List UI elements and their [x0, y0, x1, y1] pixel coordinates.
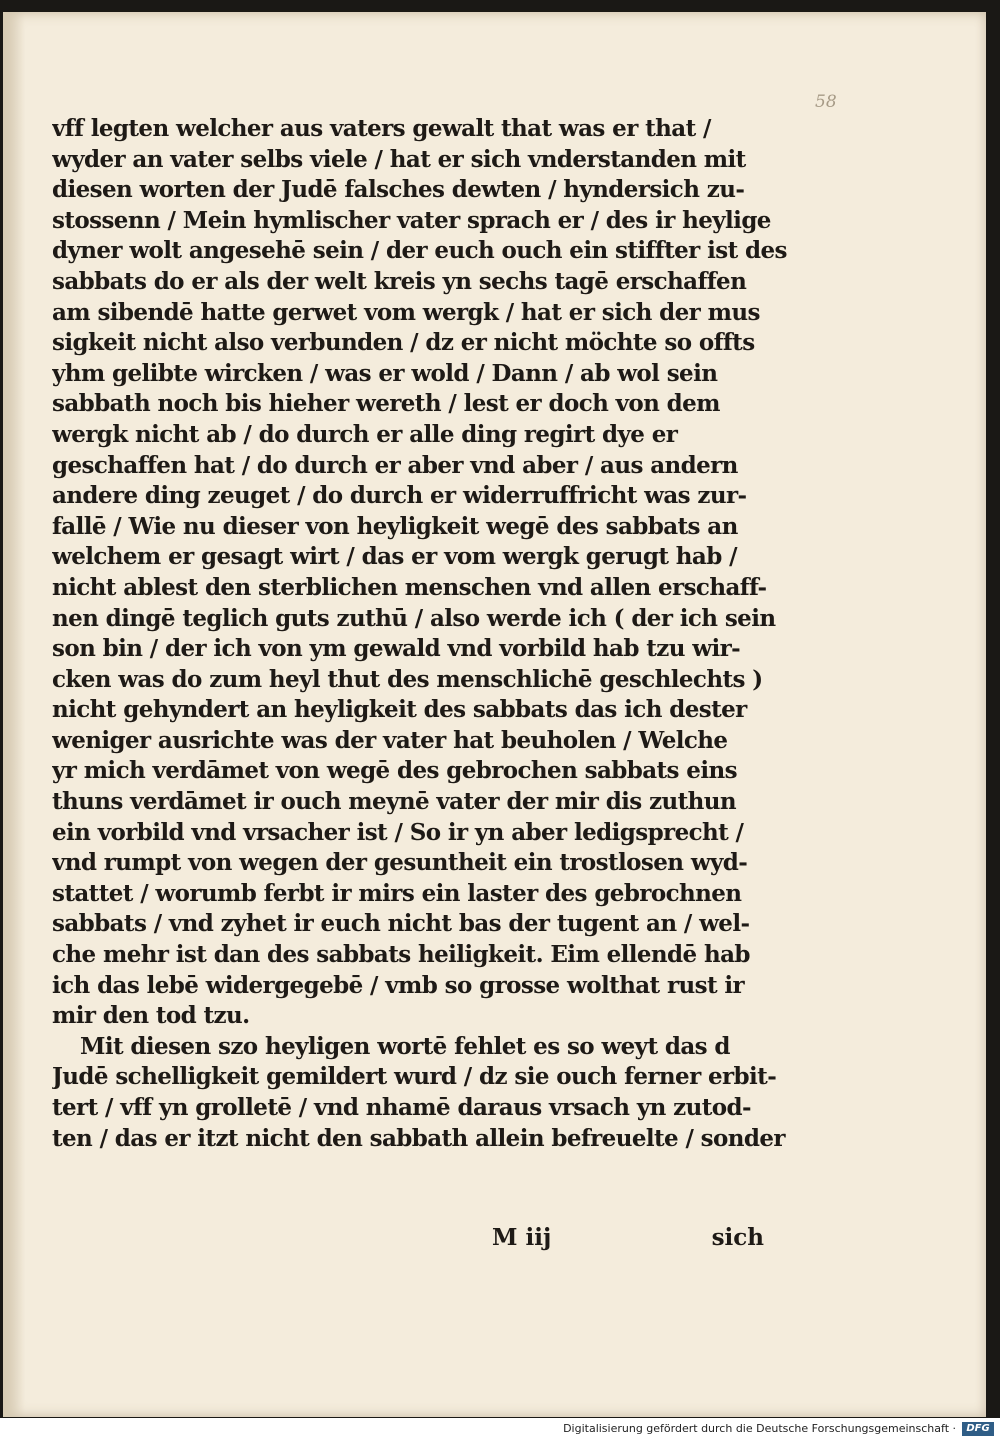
text-line: thuns verdāmet ir ouch meynē vater der mir dis zuthun: [52, 788, 737, 816]
text-line: weniger ausrichte was der vater hat beuholen / Welche: [52, 726, 728, 754]
funding-credit: Digitalisierung gefördert durch die Deutsche Forschungsgemeinschaft ·: [563, 1422, 956, 1435]
text-line: cken was do zum heyl thut des menschlichē geschlechts ): [52, 665, 763, 693]
footer-bar: [0, 1418, 1000, 1441]
text-line: ein vorbild vnd vrsacher ist / So ir yn aber ledigsprecht /: [52, 818, 744, 846]
page-gutter-shadow: [3, 12, 25, 1417]
catchword: sich: [711, 1224, 764, 1251]
dfg-logo: DFG: [962, 1422, 994, 1436]
text-line: nen dingē teglich guts zuthū / also werde ich ( der ich sein: [52, 604, 776, 632]
text-line: sabbats do er als der welt kreis yn sechs tagē erschaffen: [52, 267, 747, 295]
signature-mark: M iij: [492, 1224, 552, 1251]
text-line: son bin / der ich von ym gewald vnd vorbild hab tzu wir-: [52, 635, 741, 663]
text-line: ich das lebē widergegebē / vmb so grosse wolthat rust ir: [52, 971, 745, 999]
text-line: dyner wolt angesehē sein / der euch ouch ein stiffter ist des: [52, 237, 787, 265]
text-line: nicht ablest den sterblichen menschen vnd allen erschaff-: [52, 573, 767, 601]
text-line: yr mich verdāmet von wegē des gebrochen sabbats eins: [52, 757, 737, 785]
text-line: mir den tod tzu.: [52, 1002, 250, 1030]
text-line: geschaffen hat / do durch er aber vnd aber / aus andern: [52, 451, 738, 479]
text-block: [52, 114, 812, 1154]
text-line: tert / vff yn grolletē / vnd nhamē daraus vrsach yn zutod-: [52, 1094, 751, 1121]
text-line: andere ding zeuget / do durch er widerruffricht was zur-: [52, 482, 747, 510]
text-line: Judē schelligkeit gemildert wurd / dz sie ouch ferner erbit-: [52, 1063, 777, 1091]
text-line: ten / das er itzt nicht den sabbath allein befreuelte / sonder: [52, 1124, 785, 1152]
text-line: vff legten welcher aus vaters gewalt that was er that /: [52, 115, 711, 142]
text-line: yhm gelibte wircken / was er wold / Dann / ab wol sein: [52, 359, 718, 387]
text-line: che mehr ist dan des sabbats heiligkeit. Eim ellendē hab: [52, 941, 750, 969]
text-line: welchem er gesagt wirt / das er vom wergk gerugt hab /: [52, 543, 737, 571]
text-line: stossenn / Mein hymlischer vater sprach er / des ir heylige: [52, 206, 771, 234]
text-line: stattet / worumb ferbt ir mirs ein laster des gebrochnen: [52, 879, 742, 907]
text-line: wergk nicht ab / do durch er alle ding regirt dye er: [52, 420, 678, 448]
text-line: sabbath noch bis hieher wereth / lest er doch von dem: [52, 390, 720, 418]
text-line: diesen worten der Judē falsches dewten / hyndersich zu-: [52, 176, 745, 204]
text-line: sabbats / vnd zyhet ir euch nicht bas der tugent an / wel-: [52, 910, 750, 938]
catchline: [52, 1224, 764, 1254]
paragraph-start-line: Mit diesen szo heyligen wortē fehlet es so weyt das d: [80, 1032, 730, 1060]
text-line: wyder an vater selbs viele / hat er sich vnderstanden mit: [52, 145, 746, 173]
text-line: nicht gehyndert an heyligkeit des sabbats das ich dester: [52, 696, 747, 724]
text-line: fallē / Wie nu dieser von heyligkeit wegē des sabbats an: [52, 512, 738, 540]
text-line: am sibendē hatte gerwet vom wergk / hat er sich der mus: [52, 298, 760, 326]
folio-number: 58: [815, 92, 837, 112]
text-line: vnd rumpt von wegen der gesuntheit ein trostlosen wyd-: [52, 849, 748, 877]
text-line: sigkeit nicht also verbunden / dz er nicht möchte so offts: [52, 329, 755, 357]
